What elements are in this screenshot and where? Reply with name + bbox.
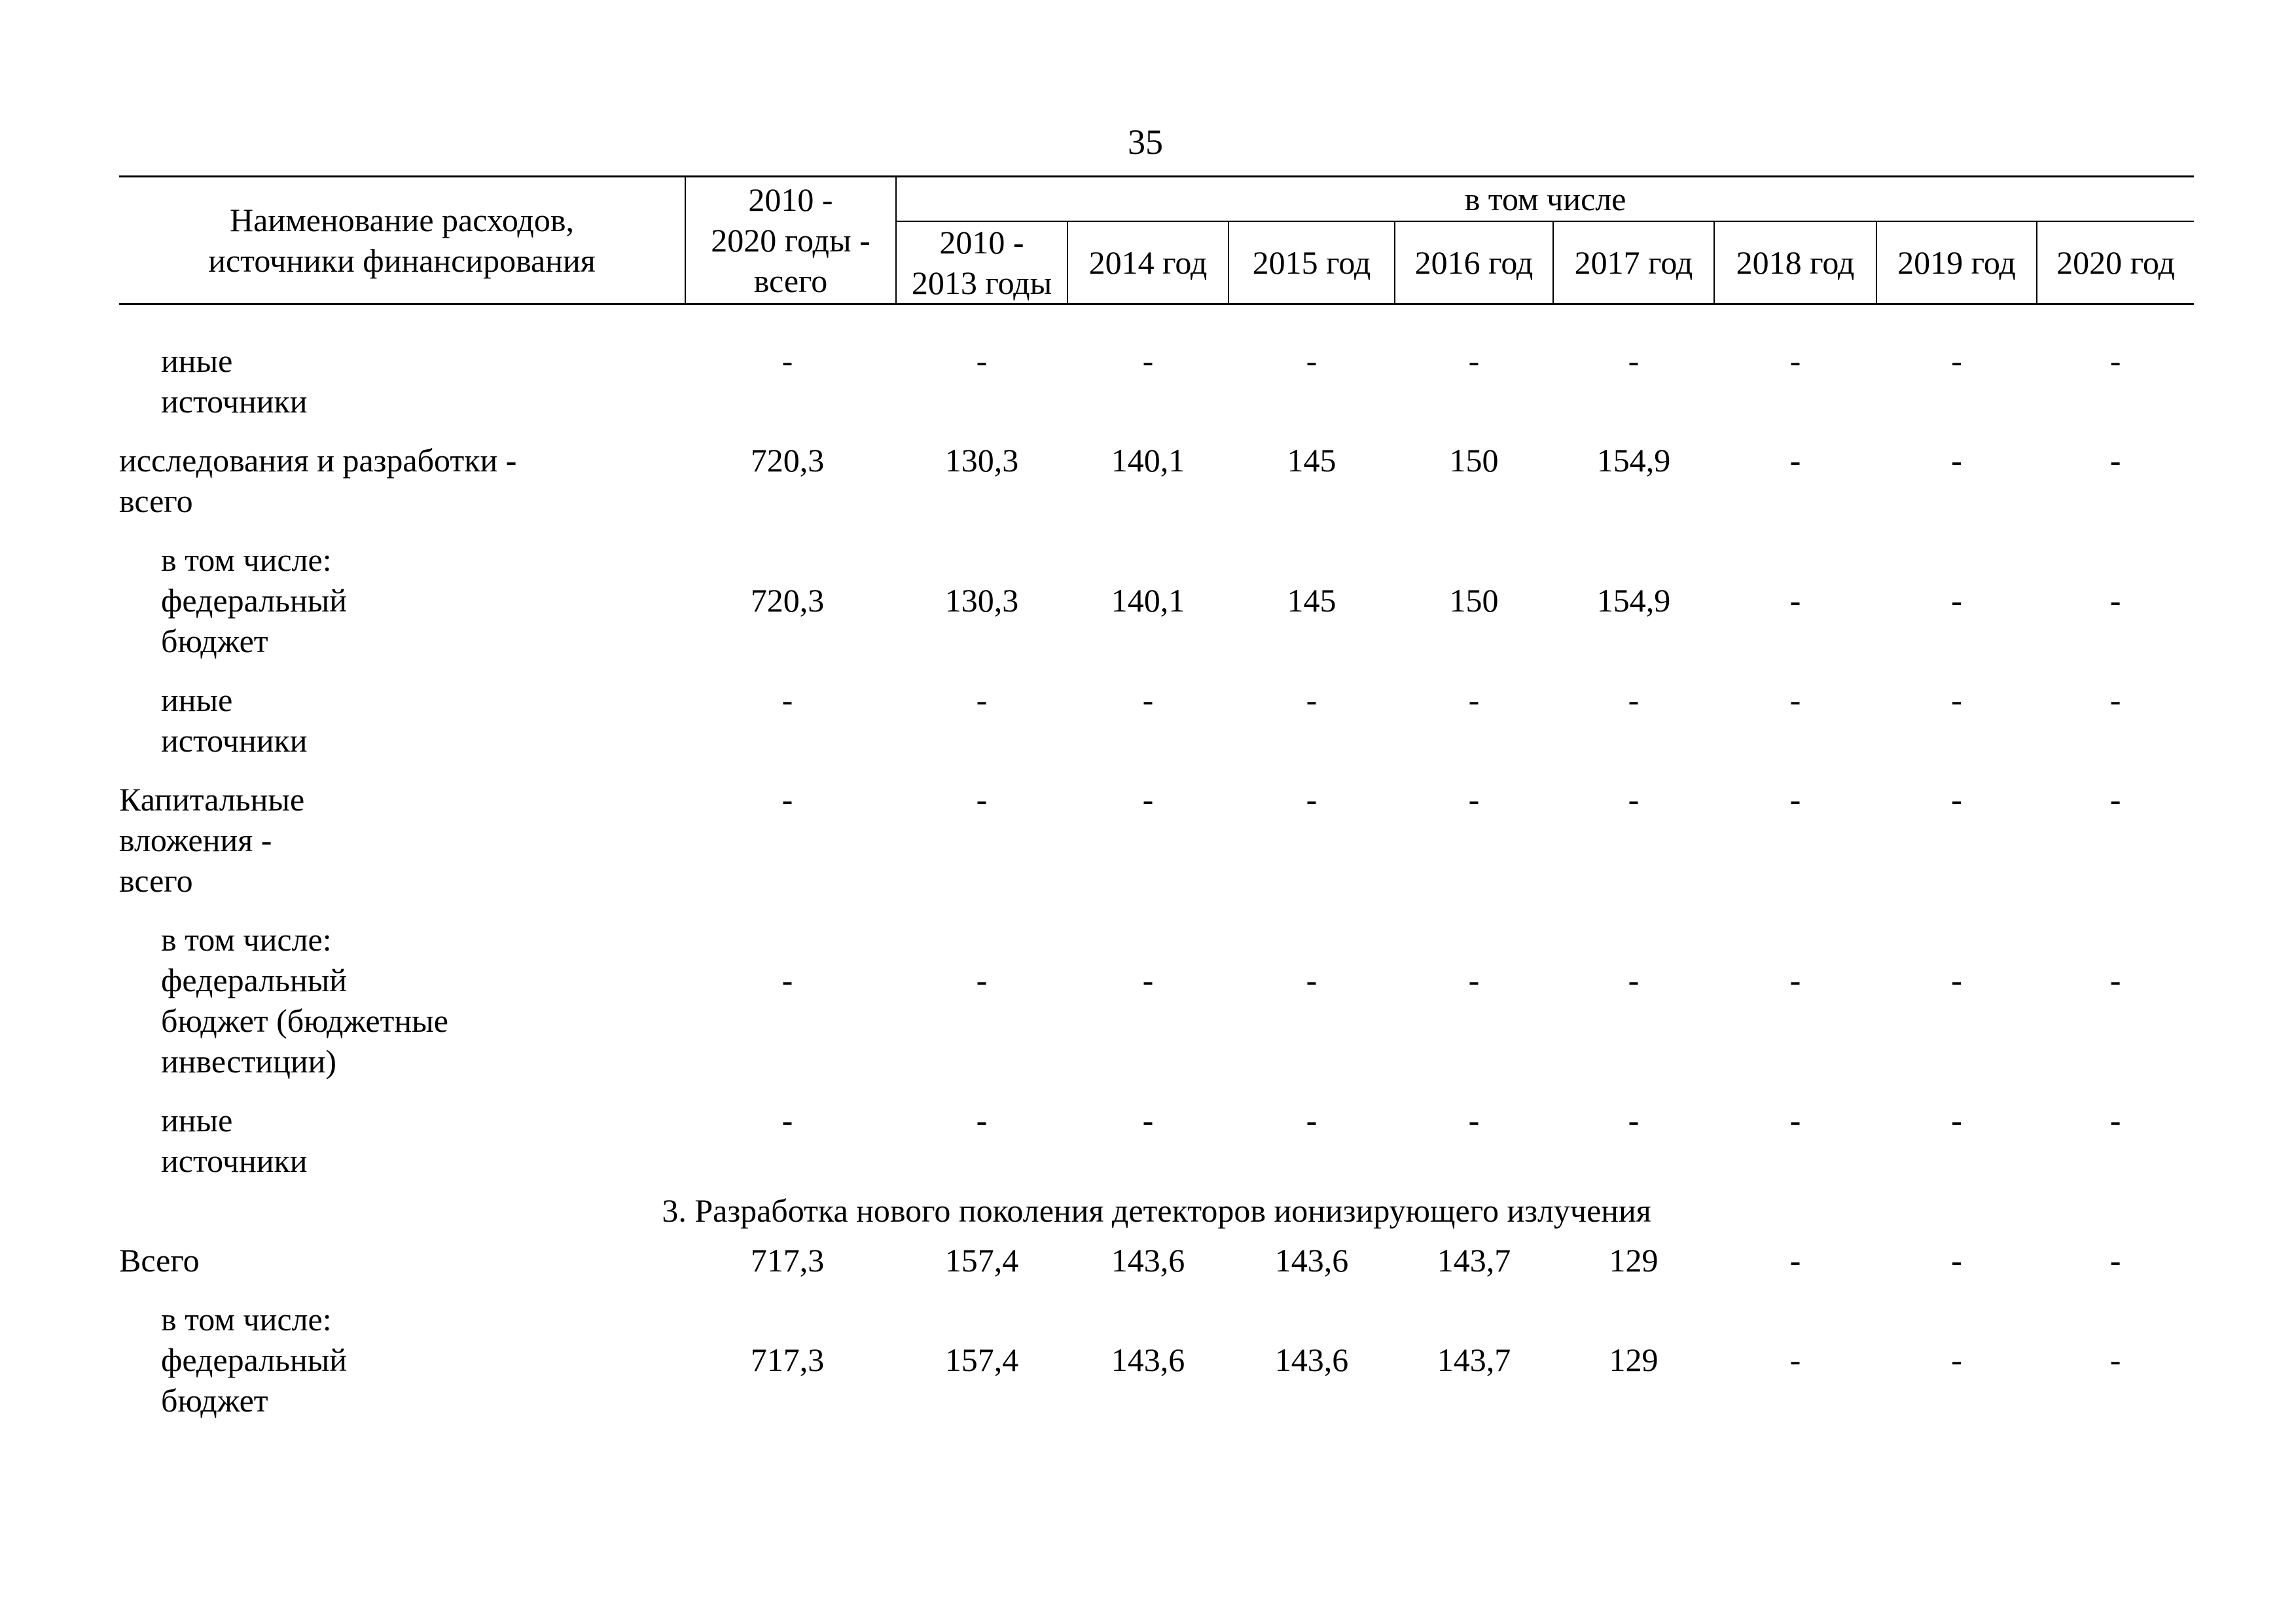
total-header-stack (686, 179, 895, 301)
row-label-line: бюджет (бюджетные (161, 1002, 448, 1039)
table-cell: 154,9 (1596, 582, 1671, 619)
column-header-subgroup: в том числе (896, 177, 2194, 222)
table-cell: - (1951, 962, 1962, 998)
header-text: 2010 - (939, 224, 1024, 261)
row-label (119, 431, 685, 530)
table-cell: 145 (1287, 582, 1336, 619)
table-cell: 140,1 (1111, 582, 1185, 619)
table-cell: - (2109, 342, 2121, 379)
table-cell: - (2109, 962, 2121, 998)
row-label-line: источники (161, 1142, 308, 1179)
table-cell: - (781, 781, 793, 818)
table-cell: - (1628, 781, 1640, 818)
table-cell: - (976, 1102, 988, 1139)
row-label-lines (119, 340, 685, 422)
table-cell: 157,4 (944, 1341, 1019, 1378)
table-cell: - (1468, 781, 1480, 818)
table-cell: - (1789, 1242, 1801, 1279)
table-cell: - (1306, 682, 1318, 718)
section-title: 3. Разработка нового поколения детекторов ионизирующего излучения (662, 1192, 1651, 1229)
table-cell: 150 (1449, 442, 1499, 479)
header-text: Наименование расходов, (230, 202, 574, 238)
page-number: 35 (1128, 122, 1163, 162)
table-cell: 143,6 (1274, 1242, 1349, 1279)
table-row (119, 1231, 2194, 1290)
table-cell: 129 (1609, 1242, 1659, 1279)
table-cell: - (1951, 781, 1962, 818)
header-text: 2010 - (748, 181, 833, 218)
row-label-lines (119, 539, 685, 661)
table-cell: - (1789, 781, 1801, 818)
name-header-stack (119, 200, 685, 281)
row-label-lines (119, 440, 685, 521)
table-cell: - (1306, 1102, 1318, 1139)
table-cell: 130,3 (944, 582, 1019, 619)
table-cell: - (1306, 781, 1318, 818)
table-cell: - (1951, 1242, 1962, 1279)
table-cell: - (1789, 1102, 1801, 1139)
row-label-line: источники (161, 722, 308, 759)
table-cell: - (976, 781, 988, 818)
table-row (119, 1091, 2194, 1190)
column-header-name (119, 177, 685, 304)
table-cell: - (1468, 1102, 1480, 1139)
budget-table (119, 175, 2194, 1430)
table-cell: 720,3 (750, 582, 825, 619)
table-cell: - (781, 1102, 793, 1139)
table-cell: 157,4 (944, 1242, 1019, 1279)
table-cell: - (1142, 781, 1154, 818)
table-cell: 154,9 (1596, 442, 1671, 479)
row-label-line: федеральный (161, 582, 348, 619)
row-label (119, 331, 685, 431)
table-cell: - (976, 342, 988, 379)
row-label (119, 910, 685, 1091)
row-label-line: Капитальные (119, 781, 305, 818)
row-label-line: всего (119, 483, 193, 519)
table-cell: - (2109, 582, 2121, 619)
row-label-line: бюджет (161, 1382, 268, 1419)
table-cell: - (1142, 962, 1154, 998)
table-cell: 720,3 (750, 442, 825, 479)
table-cell: - (1789, 342, 1801, 379)
header-text: всего (753, 263, 828, 299)
row-label-lines (119, 779, 685, 901)
row-label-line: иные (161, 682, 233, 718)
table-cell: - (1468, 342, 1480, 379)
column-header-year: 2016 год (1395, 221, 1553, 304)
table-row (119, 431, 2194, 530)
column-header-year: 2019 год (1876, 221, 2037, 304)
header-text: 2020 годы - (711, 222, 870, 259)
row-label-line: в том числе: (161, 1301, 332, 1338)
table-cell: - (2109, 442, 2121, 479)
table-cell: 143,7 (1437, 1242, 1511, 1279)
table-row (119, 910, 2194, 1091)
header-text: источники финансирования (208, 242, 596, 279)
row-label-line: иные (161, 1102, 233, 1139)
table-cell: - (781, 962, 793, 998)
column-header-year: 2017 год (1553, 221, 1714, 304)
table-cell: - (1951, 442, 1962, 479)
row-label (119, 1091, 685, 1190)
row-label-line: в том числе: (161, 541, 332, 578)
header-text: 2013 годы (911, 264, 1052, 301)
row-label-line: иные (161, 342, 233, 379)
table-cell: 143,6 (1111, 1341, 1185, 1378)
table-cell: - (1628, 342, 1640, 379)
table-cell: 145 (1287, 442, 1336, 479)
column-header-year: 2014 год (1067, 221, 1229, 304)
table-cell: 143,7 (1437, 1341, 1511, 1378)
table-cell: - (976, 962, 988, 998)
table-cell: - (1789, 682, 1801, 718)
table-cell: 129 (1609, 1341, 1659, 1378)
column-header-year: 2015 год (1229, 221, 1395, 304)
table-body (119, 304, 2194, 1431)
row-label-line: Всего (119, 1242, 200, 1279)
row-label-line: инвестиции) (161, 1043, 336, 1080)
table-cell: - (781, 342, 793, 379)
row-label-lines (119, 1299, 685, 1421)
table-cell: - (1468, 682, 1480, 718)
table-cell: - (1951, 682, 1962, 718)
year-header-stack (897, 222, 1067, 303)
table-cell: 150 (1449, 582, 1499, 619)
column-header-year: 2020 год (2037, 221, 2194, 304)
table-cell: 717,3 (750, 1242, 825, 1279)
table-cell: - (1628, 1102, 1640, 1139)
table-cell: - (781, 682, 793, 718)
row-label-lines (119, 1240, 685, 1281)
table-cell: - (2109, 781, 2121, 818)
column-header-total (685, 177, 896, 304)
table-cell: 143,6 (1111, 1242, 1185, 1279)
row-label (119, 530, 685, 670)
table-row (119, 670, 2194, 770)
table-cell: 143,6 (1274, 1341, 1349, 1378)
table-cell: - (1789, 582, 1801, 619)
section-row (119, 1190, 2194, 1231)
table-cell: - (1142, 682, 1154, 718)
table-cell: - (1628, 682, 1640, 718)
table-cell: - (2109, 1341, 2121, 1378)
row-label (119, 770, 685, 910)
table-cell: - (1789, 1341, 1801, 1378)
table-cell: - (1306, 962, 1318, 998)
row-label-line: источники (161, 383, 308, 420)
table-cell: - (2109, 1102, 2121, 1139)
row-label-line: исследования и разработки - (119, 442, 517, 479)
table-cell: - (2109, 682, 2121, 718)
table-cell: - (1789, 442, 1801, 479)
table-cell: 140,1 (1111, 442, 1185, 479)
row-label-line: бюджет (161, 623, 268, 659)
table-cell: - (976, 682, 988, 718)
table-cell: - (1951, 342, 1962, 379)
row-label (119, 1290, 685, 1430)
table-cell: - (1951, 1102, 1962, 1139)
table-cell: 717,3 (750, 1341, 825, 1378)
table-cell: - (1306, 342, 1318, 379)
table-cell: - (2109, 1242, 2121, 1279)
table-row (119, 331, 2194, 431)
table-cell: - (1951, 1341, 1962, 1378)
row-label-lines (119, 1100, 685, 1181)
table-row (119, 1290, 2194, 1430)
column-header-year (896, 221, 1067, 304)
table-cell: - (1142, 1102, 1154, 1139)
row-label-lines (119, 919, 685, 1082)
row-label (119, 1231, 685, 1290)
table-cell: - (1142, 342, 1154, 379)
table-cell: - (1951, 582, 1962, 619)
row-label-line: вложения - (119, 822, 272, 858)
table-row (119, 770, 2194, 910)
table-row (119, 530, 2194, 670)
row-label (119, 670, 685, 770)
table-header (119, 177, 2194, 304)
table-cell: - (1789, 962, 1801, 998)
table-cell: - (1628, 962, 1640, 998)
row-label-line: в том числе: (161, 921, 332, 958)
table-cell: - (1468, 962, 1480, 998)
column-header-year: 2018 год (1714, 221, 1876, 304)
row-label-line: всего (119, 862, 193, 899)
row-label-lines (119, 680, 685, 761)
row-label-line: федеральный (161, 1341, 348, 1378)
row-label-line: федеральный (161, 962, 348, 998)
table-cell: 130,3 (944, 442, 1019, 479)
